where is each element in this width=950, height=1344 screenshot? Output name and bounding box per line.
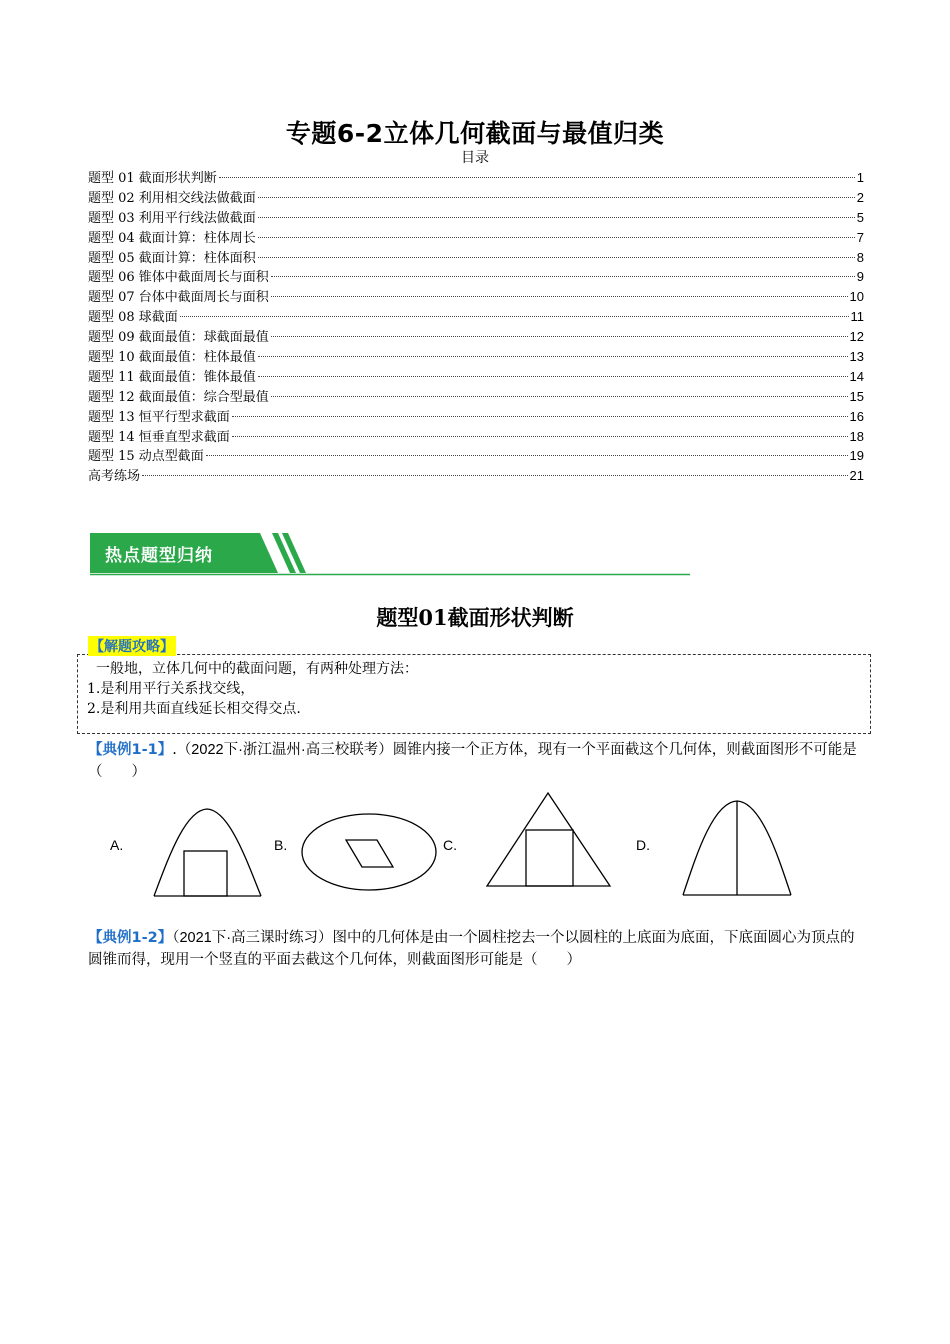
toc-entry-label: 题型 13 恒平行型求截面 xyxy=(88,409,230,425)
toc-entry-label: 题型 04 截面计算：柱体周长 xyxy=(88,230,256,246)
toc-entry-label: 题型 10 截面最值：柱体最值 xyxy=(88,350,256,366)
toc-entry-page: 12 xyxy=(849,329,864,345)
toc-entry-label: 高考练场 xyxy=(88,469,141,485)
tip-tag: 【解题攻略】 xyxy=(88,636,176,656)
toc-entry-label: 题型 07 台体中截面周长与面积 xyxy=(88,290,269,306)
toc-entry[interactable] xyxy=(88,168,864,188)
toc-entry-page: 13 xyxy=(849,349,864,365)
toc-entry[interactable] xyxy=(88,188,864,208)
inner-parallelogram xyxy=(346,840,393,867)
toc-entry-page: 18 xyxy=(849,428,864,444)
example-source: （2022下·浙江温州·高三校联考） xyxy=(176,742,393,758)
toc-entry-page: 21 xyxy=(849,468,864,484)
parabola-arc xyxy=(154,809,261,896)
toc-entry-page: 14 xyxy=(849,368,864,384)
example-text: 图中的几何体是由一个圆柱挖去一个以圆柱的上底面为底面，下底面圆心为顶点的圆锥而得，现用一个竖直的平面去截这个几何体，则截面图形可能是（ ） xyxy=(88,930,855,968)
toc-entry-page: 9 xyxy=(856,269,864,285)
toc-heading: 目录 xyxy=(461,150,489,166)
example-text: 圆锥内接一个正方体，现有一个平面截这个几何体，则截面图形不可能是（ ） xyxy=(88,742,857,780)
toc-leader-dots xyxy=(258,356,848,357)
example-1-2 xyxy=(88,927,868,971)
toc-entry[interactable] xyxy=(88,248,864,268)
toc-leader-dots xyxy=(258,237,855,238)
option-c-figure[interactable] xyxy=(484,790,614,890)
inner-square xyxy=(184,851,227,896)
toc-entry-page: 2 xyxy=(856,189,864,205)
toc-entry-page: 7 xyxy=(856,229,864,245)
tip-line: 2.是利用共面直线延长相交得交点. xyxy=(87,701,301,717)
toc-entry-label: 题型 09 截面最值：球截面最值 xyxy=(88,330,269,346)
option-label-b[interactable]: B. xyxy=(274,837,288,853)
toc-entry[interactable] xyxy=(88,466,864,486)
toc-entry-label: 题型 15 动点型截面 xyxy=(88,449,204,465)
toc-entry-page: 1 xyxy=(856,170,864,185)
banner-title: 热点题型归纳 xyxy=(105,546,213,566)
toc-entry-label: 题型 11 截面最值：锥体最值 xyxy=(88,369,256,385)
toc-entry-page: 16 xyxy=(849,408,864,424)
section-title: 题型01截面形状判断 xyxy=(376,605,574,630)
option-b-figure[interactable] xyxy=(300,810,440,892)
toc-entry[interactable] xyxy=(88,287,864,307)
toc-entry-page: 15 xyxy=(849,388,864,404)
toc-entry[interactable] xyxy=(88,407,864,427)
toc-entry-label: 题型 08 球截面 xyxy=(88,310,178,326)
example-tag: 【典例1-1】 xyxy=(88,742,173,758)
tip-box xyxy=(77,654,871,734)
toc-leader-dots xyxy=(258,217,855,218)
toc-leader-dots xyxy=(142,475,848,476)
toc-leader-dots xyxy=(258,197,855,198)
toc-entry-page: 19 xyxy=(849,448,864,464)
option-label-c[interactable]: C. xyxy=(443,837,457,853)
toc-entry[interactable] xyxy=(88,307,864,327)
option-label-a[interactable]: A. xyxy=(110,837,124,853)
toc-entry-label: 题型 05 截面计算：柱体面积 xyxy=(88,250,256,266)
toc-entry-label: 题型 12 截面最值：综合型最值 xyxy=(88,389,269,405)
ellipse-outline xyxy=(302,814,436,890)
toc-leader-dots xyxy=(232,416,848,417)
toc-entry[interactable] xyxy=(88,347,864,367)
option-label-d[interactable]: D. xyxy=(636,837,650,853)
toc-entry[interactable] xyxy=(88,387,864,407)
toc-entry[interactable] xyxy=(88,446,864,466)
toc-leader-dots xyxy=(258,257,855,258)
toc-leader-dots xyxy=(258,376,848,377)
example-1-1 xyxy=(88,739,868,783)
option-a-figure[interactable] xyxy=(150,804,265,899)
example-tag: 【典例1-2】 xyxy=(88,930,173,946)
example-source: （2021下·高三课时练习） xyxy=(172,930,333,946)
triangle-outline xyxy=(487,793,610,886)
toc-entry-page: 5 xyxy=(856,209,864,225)
toc-entry-label: 题型 02 利用相交线法做截面 xyxy=(88,190,256,206)
toc-entry-label: 题型 01 截面形状判断 xyxy=(88,171,217,186)
toc-leader-dots xyxy=(271,336,848,337)
toc-entry-page: 11 xyxy=(850,309,864,325)
toc-entry-page: 8 xyxy=(856,249,864,265)
example-tag-dot: . xyxy=(172,742,177,758)
toc-leader-dots xyxy=(271,396,848,397)
toc-entry-page: 10 xyxy=(849,289,864,305)
toc-entry[interactable] xyxy=(88,267,864,287)
toc-entry[interactable] xyxy=(88,208,864,228)
inner-square xyxy=(526,830,573,886)
toc-leader-dots xyxy=(271,276,855,277)
toc-entry-label: 题型 03 利用平行线法做截面 xyxy=(88,210,256,226)
toc-leader-dots xyxy=(206,455,848,456)
toc-leader-dots xyxy=(271,296,848,297)
toc-leader-dots xyxy=(219,177,855,178)
table-of-contents xyxy=(88,168,864,486)
tip-line: 1.是利用平行关系找交线， xyxy=(87,681,255,697)
toc-entry[interactable] xyxy=(88,427,864,447)
toc-entry[interactable] xyxy=(88,228,864,248)
tip-line: 一般地，立体几何中的截面问题，有两种处理方法： xyxy=(96,661,418,677)
toc-leader-dots xyxy=(180,316,849,317)
toc-entry[interactable] xyxy=(88,367,864,387)
option-d-figure[interactable] xyxy=(680,798,795,898)
toc-leader-dots xyxy=(232,436,848,437)
document-title: 专题6-2立体几何截面与最值归类 xyxy=(285,119,665,148)
toc-entry-label: 题型 14 恒垂直型求截面 xyxy=(88,429,230,445)
toc-entry-label: 题型 06 锥体中截面周长与面积 xyxy=(88,270,269,286)
toc-entry[interactable] xyxy=(88,327,864,347)
